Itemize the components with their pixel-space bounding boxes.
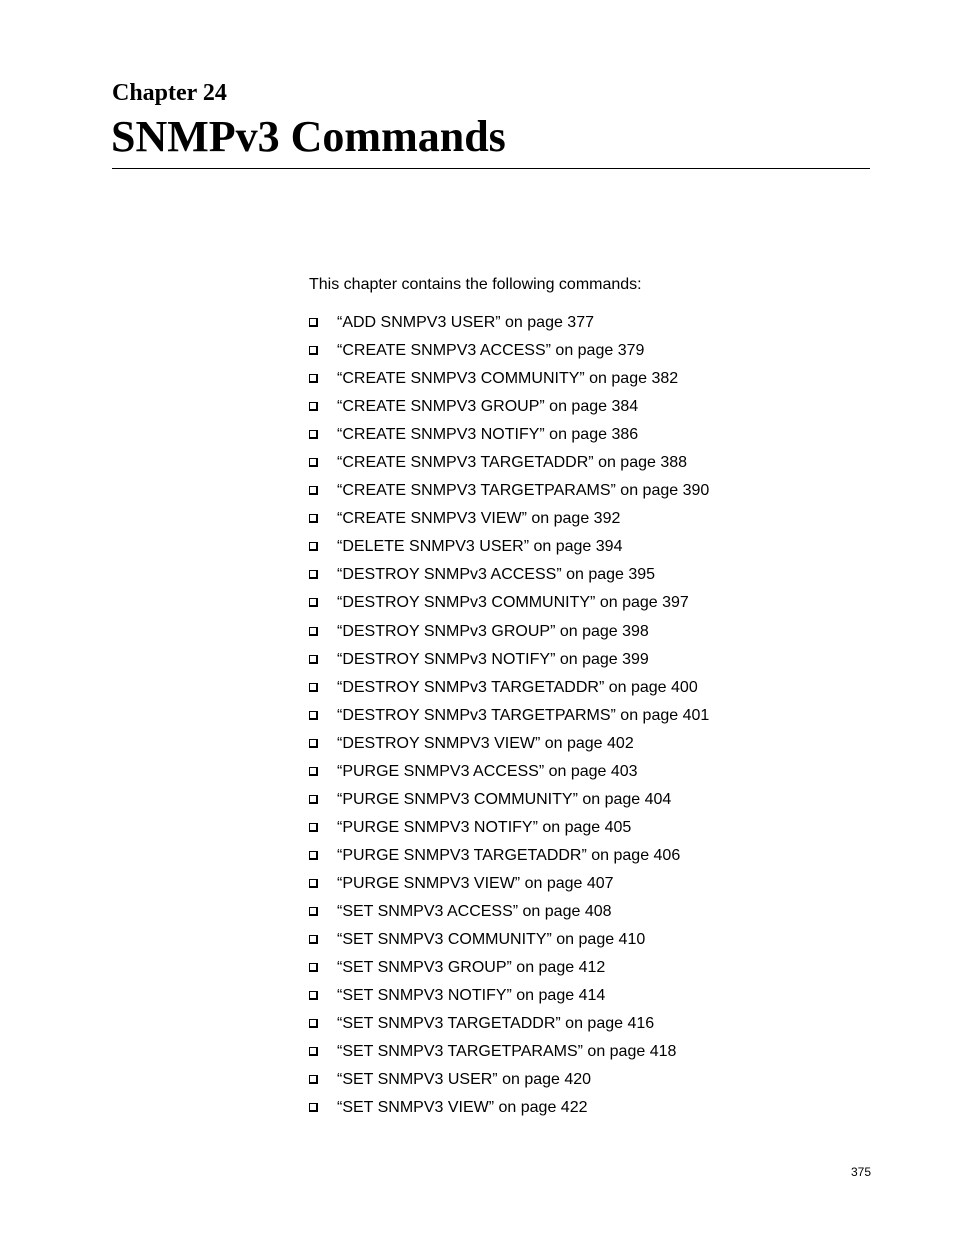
command-link[interactable]: “SET SNMPV3 USER” on page 420: [337, 1071, 592, 1089]
chapter-label: Chapter 24: [112, 80, 227, 106]
checkbox-bullet-icon: [309, 767, 318, 776]
checkbox-bullet-icon: [309, 711, 318, 720]
command-link[interactable]: “PURGE SNMPV3 ACCESS” on page 403: [337, 762, 638, 780]
checkbox-bullet-icon: [309, 655, 318, 664]
intro-text: This chapter contains the following commands:: [309, 276, 642, 293]
title-divider: [112, 168, 870, 169]
checkbox-bullet-icon: [309, 627, 318, 636]
checkbox-bullet-icon: [309, 1047, 318, 1056]
command-link[interactable]: “SET SNMPV3 VIEW” on page 422: [337, 1099, 588, 1117]
command-link[interactable]: “DESTROY SNMPV3 VIEW” on page 402: [337, 734, 634, 752]
checkbox-bullet-icon: [309, 346, 318, 355]
checkbox-bullet-icon: [309, 907, 318, 916]
command-link[interactable]: “SET SNMPV3 COMMUNITY” on page 410: [337, 931, 646, 949]
command-link[interactable]: “CREATE SNMPV3 VIEW” on page 392: [337, 510, 621, 528]
checkbox-bullet-icon: [309, 458, 318, 467]
command-link[interactable]: “SET SNMPV3 GROUP” on page 412: [337, 959, 606, 977]
command-link[interactable]: “DESTROY SNMPv3 TARGETPARMS” on page 401: [337, 706, 710, 724]
command-link[interactable]: “SET SNMPV3 NOTIFY” on page 414: [337, 987, 606, 1005]
command-link[interactable]: “PURGE SNMPV3 COMMUNITY” on page 404: [337, 790, 672, 808]
command-link[interactable]: “CREATE SNMPV3 TARGETPARAMS” on page 390: [337, 482, 710, 500]
checkbox-bullet-icon: [309, 823, 318, 832]
checkbox-bullet-icon: [309, 514, 318, 523]
command-link[interactable]: “DESTROY SNMPv3 NOTIFY” on page 399: [337, 650, 649, 668]
command-link[interactable]: “SET SNMPV3 TARGETADDR” on page 416: [337, 1015, 655, 1033]
command-link[interactable]: “DESTROY SNMPv3 ACCESS” on page 395: [337, 566, 656, 584]
checkbox-bullet-icon: [309, 486, 318, 495]
command-link[interactable]: “CREATE SNMPV3 GROUP” on page 384: [337, 398, 639, 416]
command-link[interactable]: “SET SNMPV3 TARGETPARAMS” on page 418: [337, 1043, 677, 1061]
command-link[interactable]: “PURGE SNMPV3 VIEW” on page 407: [337, 874, 614, 892]
command-link[interactable]: “CREATE SNMPV3 COMMUNITY” on page 382: [337, 370, 679, 388]
checkbox-bullet-icon: [309, 1103, 318, 1112]
checkbox-bullet-icon: [309, 991, 318, 1000]
command-link[interactable]: “ADD SNMPV3 USER” on page 377: [337, 314, 594, 331]
checkbox-bullet-icon: [309, 963, 318, 972]
checkbox-bullet-icon: [309, 879, 318, 888]
page-number: 375: [851, 1165, 872, 1179]
checkbox-bullet-icon: [309, 935, 318, 944]
checkbox-bullet-icon: [309, 374, 318, 383]
checkbox-bullet-icon: [309, 795, 318, 804]
command-link[interactable]: “DESTROY SNMPv3 COMMUNITY” on page 397: [337, 594, 689, 612]
command-link[interactable]: “DELETE SNMPV3 USER” on page 394: [337, 538, 623, 556]
command-link[interactable]: “CREATE SNMPV3 ACCESS” on page 379: [337, 342, 645, 360]
command-link[interactable]: “PURGE SNMPV3 NOTIFY” on page 405: [337, 818, 632, 836]
checkbox-bullet-icon: [309, 683, 318, 692]
checkbox-bullet-icon: [309, 851, 318, 860]
command-link[interactable]: “CREATE SNMPV3 TARGETADDR” on page 388: [337, 454, 688, 472]
checkbox-bullet-icon: [309, 1019, 318, 1028]
checkbox-bullet-icon: [309, 430, 318, 439]
command-link[interactable]: “DESTROY SNMPv3 GROUP” on page 398: [337, 622, 649, 640]
checkbox-bullet-icon: [309, 402, 318, 411]
checkbox-bullet-icon: [309, 598, 318, 607]
page-title: SNMPv3 Commands: [111, 112, 506, 161]
checkbox-bullet-icon: [309, 542, 318, 551]
command-link[interactable]: “CREATE SNMPV3 NOTIFY” on page 386: [337, 426, 639, 444]
command-link[interactable]: “PURGE SNMPV3 TARGETADDR” on page 406: [337, 846, 681, 864]
checkbox-bullet-icon: [309, 739, 318, 748]
command-link[interactable]: “SET SNMPV3 ACCESS” on page 408: [337, 902, 612, 920]
command-link[interactable]: “DESTROY SNMPv3 TARGETADDR” on page 400: [337, 678, 698, 696]
checkbox-bullet-icon: [309, 318, 318, 327]
checkbox-bullet-icon: [309, 1075, 318, 1084]
checkbox-bullet-icon: [309, 570, 318, 579]
